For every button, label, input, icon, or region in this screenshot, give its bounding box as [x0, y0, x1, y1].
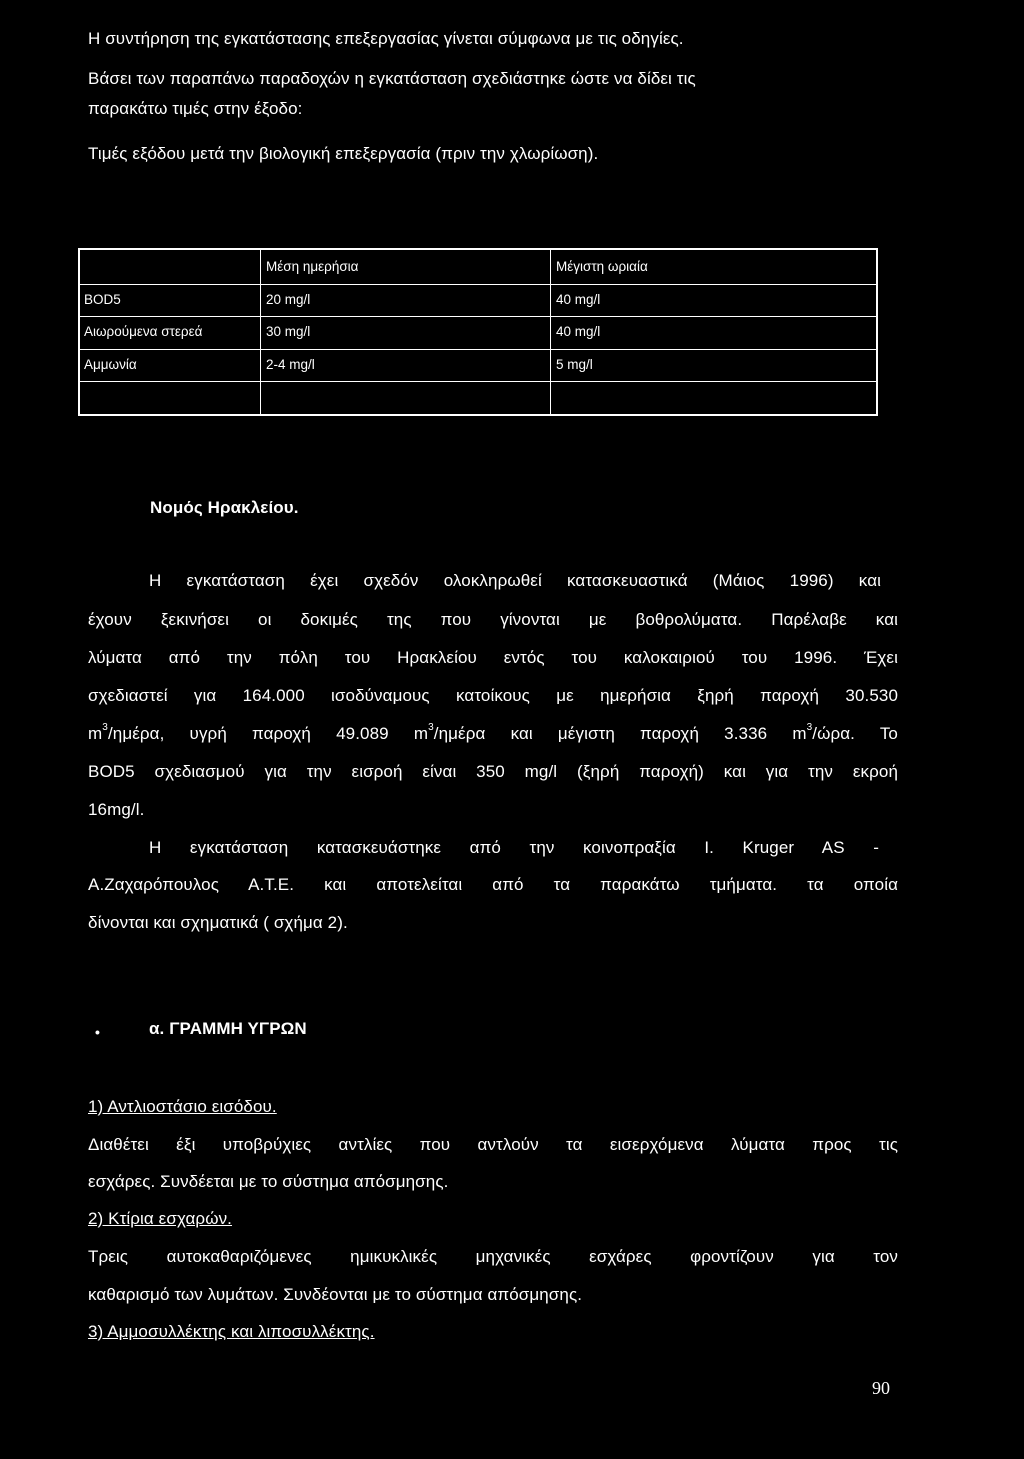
para1-text: /ημέρα και μέγιστη παροχή 3.336 m [433, 724, 807, 743]
para1-line: BOD5 σχεδιασμού για την εισροή είναι 350 mg/l (ξηρή παροχή) και για την εκροή [88, 762, 898, 781]
table-cell: 40 mg/l [556, 292, 601, 307]
superscript: 3 [102, 722, 108, 734]
para1-line: έχουν ξεκινήσει οι δοκιμές της που γίνονται με βοθρολύματα. Παρέλαβε και [88, 610, 898, 629]
item1-line: εσχάρες. Συνδέεται με το σύστημα απόσμησης. [88, 1172, 449, 1191]
table-header-cell: Μέση ημερήσια [266, 259, 359, 274]
item3-title: 3) Αμμοσυλλέκτης και λιποσυλλέκτης. [88, 1322, 375, 1341]
para2-line: δίνονται και σχηματικά ( σχήμα 2). [88, 913, 348, 932]
para1-line: λύματα από την πόλη του Ηρακλείου εντός του καλοκαιριού του 1996. Έχει [88, 648, 898, 667]
table-cell: 5 mg/l [556, 357, 593, 372]
para1-line-with-units [88, 723, 898, 745]
table-cell: BOD5 [84, 292, 121, 307]
table-cell: 30 mg/l [266, 324, 311, 339]
table-cell: Αμμωνία [84, 357, 137, 372]
table-cell: 20 mg/l [266, 292, 311, 307]
section-heading-nomos: Νομός Ηρακλείου. [150, 498, 299, 517]
para1-text: /ημέρα, υγρή παροχή 49.089 m [107, 724, 429, 743]
section-title-liquid-line: α. ΓΡΑΜΜΗ ΥΓΡΩΝ [149, 1019, 307, 1038]
item2-line: καθαρισμό των λυμάτων. Συνδέονται με το σύστημα απόσμησης. [88, 1285, 583, 1304]
bullet-icon: • [95, 1024, 100, 1040]
item1-line: Διαθέτει έξι υποβρύχιες αντλίες που αντλούν τα εισερχόμενα λύματα προς τις [88, 1135, 898, 1154]
item1-title: 1) Αντλιοστάσιο εισόδου. [88, 1097, 277, 1116]
table-column-divider [550, 250, 551, 414]
table-cell: Αιωρούμενα στερεά [84, 324, 203, 339]
para2-line: Α.Ζαχαρόπουλος Α.Τ.Ε. και αποτελείται από τα παρακάτω τμήματα. τα οποία [88, 875, 898, 894]
table-cell: 40 mg/l [556, 324, 601, 339]
para1-text: /ώρα. Το [812, 724, 898, 743]
item2-line: Τρεις αυτοκαθαριζόμενες ημικυκλικές μηχανικές εσχάρες φροντίζουν για τον [88, 1247, 898, 1266]
para2-line: Η εγκατάσταση κατασκευάστηκε από την κοινοπραξία Ι. Kruger AS - [149, 838, 879, 857]
table-cell: 2-4 mg/l [266, 357, 315, 372]
intro-line-1: Η συντήρηση της εγκατάστασης επεξεργασίας γίνεται σύμφωνα με τις οδηγίες. [88, 29, 684, 48]
table-divider [80, 349, 876, 350]
table-divider [80, 284, 876, 285]
item2-title: 2) Κτίρια εσχαρών. [88, 1209, 233, 1228]
table-divider [80, 316, 876, 317]
table-header-cell: Μέγιστη ωριαία [556, 259, 648, 274]
table-divider [80, 381, 876, 382]
intro-line-3: παρακάτω τιμές στην έξοδο: [88, 99, 303, 118]
para1-line: σχεδιαστεί για 164.000 ισοδύναμους κατοίκους με ημερήσια ξηρή παροχή 30.530 [88, 686, 898, 705]
intro-line-4: Τιμές εξόδου μετά την βιολογική επεξεργασία (πριν την χλωρίωση). [88, 144, 599, 163]
superscript: 3 [428, 722, 434, 734]
effluent-values-table [78, 248, 878, 416]
unit-text: m [88, 724, 103, 743]
page-number: 90 [872, 1378, 890, 1398]
intro-line-2: Βάσει των παραπάνω παραδοχών η εγκατάσταση σχεδιάστηκε ώστε να δίδει τις [88, 69, 696, 88]
table-column-divider [260, 250, 261, 414]
superscript: 3 [806, 722, 813, 734]
para1-line: Η εγκατάσταση έχει σχεδόν ολοκληρωθεί κατασκευαστικά (Μάιος 1996) και [149, 571, 881, 590]
para1-line: 16mg/l. [88, 800, 145, 819]
